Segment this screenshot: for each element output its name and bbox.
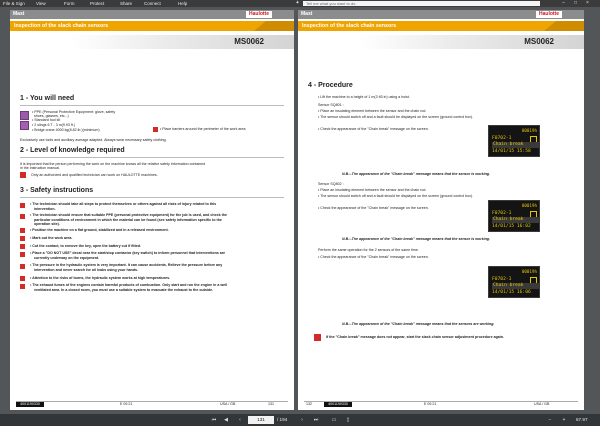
safety-bullet: intervention. bbox=[34, 206, 56, 211]
footer-date: E 09.21 bbox=[424, 402, 437, 406]
section-heading-3: 3 - Safety instructions bbox=[20, 187, 94, 194]
brand-logo: Haulotte bbox=[246, 11, 272, 18]
zoom-level[interactable]: 67.97 bbox=[576, 417, 588, 422]
screen-date: 14/01/15 16:06 bbox=[492, 290, 531, 295]
procedure-step: • Place an insulating element between the sensor and the chain rod. bbox=[318, 188, 427, 192]
last-page-icon[interactable]: ⏭ bbox=[313, 417, 319, 423]
page-number-input[interactable]: 131 bbox=[248, 416, 274, 424]
divider bbox=[20, 157, 284, 158]
safety-bullet: • Attention to the risks of burns, the hydraulic system works at high temperatures. bbox=[30, 276, 171, 280]
safety-bullet: • The exhaust fumes of the engines contain harmful products of combustion. Only start and run the engine in a well bbox=[30, 283, 228, 287]
page-header bbox=[10, 10, 294, 19]
zoom-out-icon[interactable]: − bbox=[548, 417, 552, 423]
footer-lang: USA / GB bbox=[534, 402, 550, 406]
title-accent bbox=[254, 21, 294, 31]
page-title: Inspection of the slack chain sensors bbox=[14, 23, 109, 29]
menu-share[interactable]: Share bbox=[120, 1, 133, 6]
divider bbox=[20, 105, 284, 106]
section-heading-2: 2 - Level of knowledge required bbox=[20, 147, 125, 154]
warning-icon bbox=[20, 264, 25, 269]
nb-note: N.B.:-The appearance of the "Chain break" message means that the sensors are working. bbox=[342, 322, 495, 326]
menu-connect[interactable]: Connect bbox=[144, 1, 161, 6]
safety-bullet: • Place a "DO NOT USE" decal near the start/stop contactor (key switch) to inform personnel that interventions are bbox=[30, 251, 226, 255]
safety-bullet: • Mark out the work area. bbox=[30, 236, 73, 240]
footer-code: 4001190330 bbox=[324, 402, 352, 407]
safety-bullet: ventilated area. In a closed room, you must use a suitable system to evacuate the exhaust to the outside. bbox=[34, 287, 214, 292]
screen-hours: 00019h bbox=[521, 269, 537, 274]
doc-code: MS0062 bbox=[524, 37, 554, 46]
display-screenshot bbox=[488, 125, 540, 157]
section-label: Mast bbox=[13, 11, 25, 17]
screen-message: Chain break bbox=[492, 142, 539, 148]
brand-logo: Haulotte bbox=[536, 11, 562, 18]
menu-view[interactable]: View bbox=[36, 1, 46, 6]
warning-icon bbox=[20, 236, 25, 241]
warning-icon bbox=[20, 172, 26, 178]
section-heading-4: 4 - Procedure bbox=[308, 82, 353, 89]
section-label: Mast bbox=[301, 11, 313, 17]
display-screenshot bbox=[488, 266, 540, 298]
page-total: / 194 bbox=[277, 417, 288, 422]
procedure-step: Perform the same operation for the 2 sensors of the same time. bbox=[318, 248, 419, 252]
need-item: • Standard tool kit bbox=[32, 118, 61, 122]
lightbulb-icon: ✦ bbox=[295, 0, 300, 6]
procedure-step: • The sensor should switch off and a fault should be displayed on the screen (ground control box). bbox=[318, 115, 474, 119]
prev-page-icon[interactable]: ◀ bbox=[224, 417, 228, 423]
menu-file-sign[interactable]: File & Sign bbox=[3, 1, 25, 6]
next-page-icon[interactable]: › bbox=[301, 417, 303, 423]
page-header bbox=[298, 10, 584, 19]
close-icon[interactable]: × bbox=[586, 0, 589, 6]
safety-bullet: • The technician should take all steps to protect themselves or others against all risks of injury related to this bbox=[30, 202, 217, 206]
footer-lang: USA / GB bbox=[220, 402, 236, 406]
footer-code: 4001190330 bbox=[16, 402, 44, 407]
knowledge-text: in the instruction manual. bbox=[20, 166, 60, 170]
doc-code-bar bbox=[298, 32, 584, 50]
final-note: If the "Chain break" message does not appear, start the slack chain sensor adjustment procedure again. bbox=[326, 335, 504, 339]
footer-page: 132 bbox=[306, 402, 312, 406]
warning-icon bbox=[20, 252, 25, 257]
knowledge-note: Only an authorized and qualified technician can work on HAULOTTE machines. bbox=[31, 173, 158, 177]
divider bbox=[20, 197, 284, 198]
warning-icon bbox=[20, 228, 25, 233]
doc-code-bar bbox=[10, 32, 294, 50]
fit-page-icon[interactable]: ▭ bbox=[331, 417, 337, 423]
footer-page: 131 bbox=[268, 402, 274, 406]
sensor-label: Sensor SQ801 : bbox=[318, 103, 344, 107]
menu-form[interactable]: Form bbox=[64, 1, 75, 6]
restore-icon[interactable]: □ bbox=[573, 0, 578, 6]
warning-icon bbox=[20, 276, 25, 281]
need-item: • PPE (Personal Protective Equipment: glove, safety bbox=[32, 110, 116, 114]
title-bar bbox=[298, 21, 584, 31]
need-item: • Bridge crane 4000 kg(8.82 lb.)(minimum) bbox=[32, 128, 100, 132]
safety-bullet: operation site). bbox=[34, 222, 60, 226]
status-bar bbox=[0, 414, 600, 426]
safety-bullet: particular conditions of environment in which the material can be found (see safety information specific to the bbox=[34, 217, 222, 222]
safety-bullet: currently underway on the equipment. bbox=[34, 255, 100, 260]
procedure-step: • Lift the machine to a height of 1 m(3 ft3 in) using a hoist. bbox=[318, 95, 410, 99]
title-accent bbox=[544, 21, 584, 31]
nb-note: N.B.:-The appearance of the "Chain break" message means that the sensor is working. bbox=[342, 237, 490, 241]
screen-hours: 00019h bbox=[521, 128, 537, 133]
safety-bullet: • The pressure in the hydraulic system is very important. It can cause accidents. Relieve the pressure before any bbox=[30, 263, 223, 267]
warning-icon bbox=[20, 244, 25, 249]
need-item: • 2 slings 6 T - 3 m(9.93 ft.) bbox=[32, 123, 76, 127]
menu-help[interactable]: Help bbox=[178, 1, 188, 6]
zoom-in-icon[interactable]: + bbox=[562, 417, 566, 423]
menubar bbox=[0, 0, 600, 7]
procedure-step: • Place an insulating element between the sensor and the chain rod. bbox=[318, 109, 427, 113]
screen-fault: F0702-1 bbox=[492, 136, 512, 141]
safety-bullet: intervention and never search for oil leaks using your hands. bbox=[34, 267, 139, 272]
screen-fault: F0702-1 bbox=[492, 277, 512, 282]
need-item-barriers: • Place barriers around the perimeter of the work area bbox=[160, 127, 246, 131]
warning-icon bbox=[314, 334, 321, 341]
procedure-step: • Check the appearance of the "Chain break" message on the screen. bbox=[318, 255, 429, 259]
screen-message: Chain break bbox=[492, 283, 539, 289]
warning-icon bbox=[20, 214, 25, 219]
screen-message: Chain break bbox=[492, 217, 539, 223]
screen-date: 14/01/15 15:58 bbox=[492, 149, 531, 154]
page-title: Inspection of the slack chain sensors bbox=[302, 23, 397, 29]
doc-code: MS0062 bbox=[234, 37, 264, 46]
right-page bbox=[298, 10, 584, 410]
footer-date: E 09.21 bbox=[120, 402, 133, 406]
menu-protect[interactable]: Protect bbox=[90, 1, 105, 6]
first-page-icon[interactable]: ⏮ bbox=[211, 417, 217, 423]
screen-date: 14/01/15 16:02 bbox=[492, 224, 531, 229]
barrier-icon bbox=[153, 127, 158, 132]
ppe-icon bbox=[20, 111, 29, 120]
safety-bullet: • The technician should ensure that suitable PPE (personal protective equipment) for the job is used, and check the bbox=[30, 213, 227, 217]
toolkit-icon bbox=[20, 121, 29, 130]
sensor-label: Sensor SQ802 : bbox=[318, 182, 344, 186]
two-page-icon[interactable]: ▯ bbox=[346, 417, 350, 423]
minimize-icon[interactable]: – bbox=[562, 0, 565, 6]
warning-icon bbox=[20, 203, 25, 208]
tell-me-search[interactable]: Tell me what you want to do bbox=[303, 1, 540, 6]
prev-page-arrow-icon[interactable]: ‹ bbox=[239, 417, 241, 423]
need-item: shoes, glasses, etc...) bbox=[34, 114, 69, 118]
display-screenshot bbox=[488, 200, 540, 232]
safety-bullet: • Position the machine on a flat ground, stabilized and in a released environment. bbox=[30, 228, 169, 232]
nb-note: N.B.:-The appearance of the "Chain break" message means that the sensor is working. bbox=[342, 172, 490, 176]
screen-fault: F0702-1 bbox=[492, 211, 512, 216]
procedure-step: • The sensor should switch off and a fault should be displayed on the screen (ground control box). bbox=[318, 194, 474, 198]
section-heading-1: 1 - You will need bbox=[20, 95, 75, 102]
procedure-step: • Check the appearance of the "Chain break" message on the screen. bbox=[318, 206, 429, 210]
screen-hours: 00019h bbox=[521, 203, 537, 208]
title-bar bbox=[10, 21, 294, 31]
warning-icon bbox=[20, 284, 25, 289]
procedure-step: • Check the appearance of the "Chain break" message on the screen. bbox=[318, 127, 429, 131]
need-note: Exclusively use tools and auxiliary average adapted. Always wear necessary safety clothing. bbox=[20, 138, 167, 142]
knowledge-text: It is important that the person performing the work on the machine knows all the relative safety information contained bbox=[20, 162, 206, 166]
safety-bullet: • Cut the contact, to remove the key, open the battery cut if fitted. bbox=[30, 244, 142, 248]
left-page bbox=[10, 10, 294, 410]
